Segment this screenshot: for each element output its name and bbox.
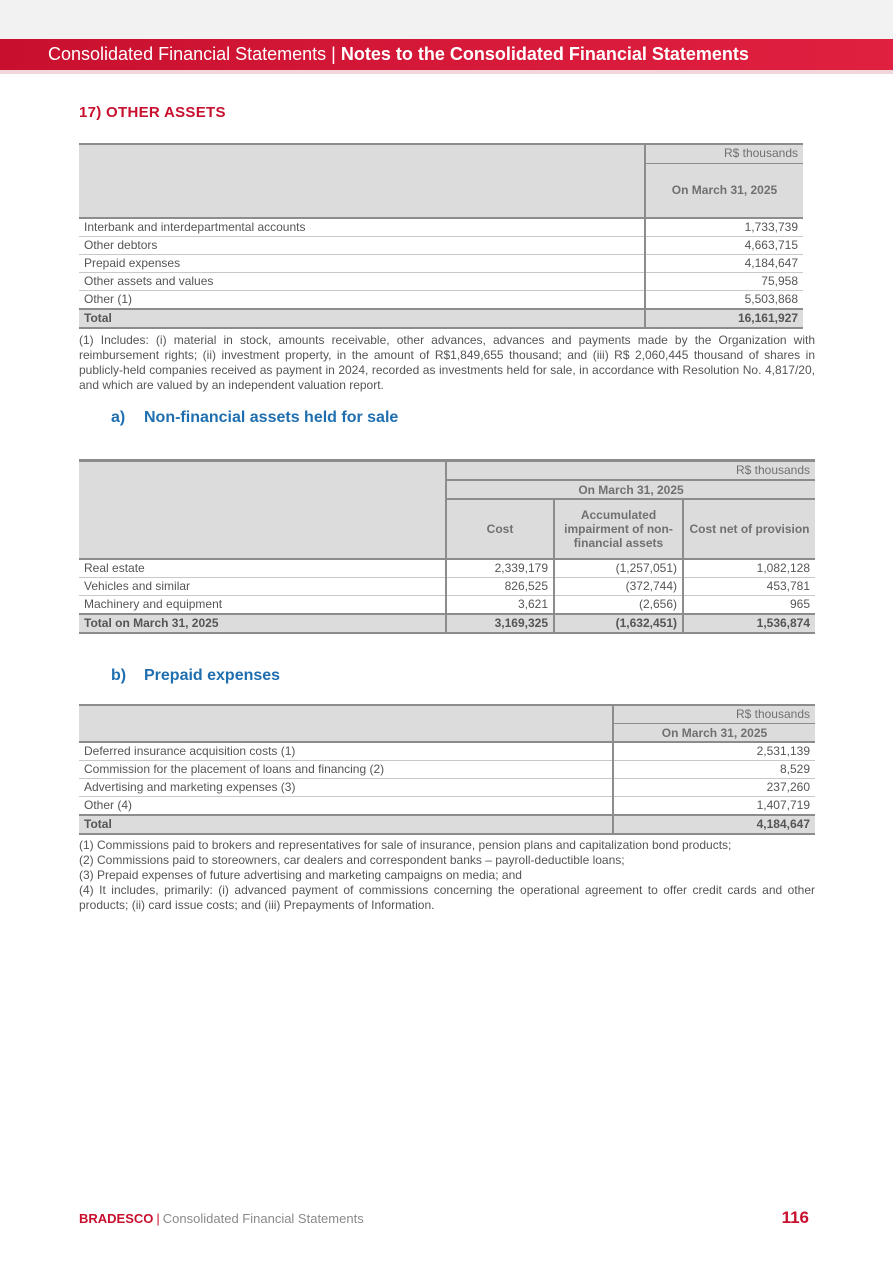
table-row: [79, 273, 803, 291]
subsection-title-text: Non-financial assets held for sale: [144, 409, 399, 426]
footnote-text: (2) Commissions paid to storeowners, car dealers and correspondent banks – payroll-deductible loans;: [79, 853, 625, 867]
row-label: Interbank and interdepartmental accounts: [79, 218, 645, 237]
page-number: 116: [781, 1208, 809, 1227]
row-label: Commission for the placement of loans and financing (2): [79, 761, 613, 779]
total-impairment: (1,632,451): [554, 614, 683, 633]
row-value: 75,958: [645, 273, 803, 291]
units-label: R$ thousands: [645, 144, 803, 163]
footnote-text: (1) Includes: (i) material in stock, amounts receivable, other advances, advances and payments made by the Organization with reimbursement rights; (ii) investment property, in the amount of R$1,849,655 thousand; and (iii) R$ 2,060,445 thousand of shares in publicly-held companies received as payment in 2024, recorded as investments held for sale, in accordance with Resolution No. 4,817/20, and which are valued by an independent valuation report.: [79, 333, 815, 392]
row-value: 237,260: [613, 779, 815, 797]
table-row: [79, 291, 803, 310]
row-value: 8,529: [613, 761, 815, 779]
column-header-cost: Cost: [446, 499, 554, 559]
row-label: Vehicles and similar: [79, 578, 446, 596]
total-net: 1,536,874: [683, 614, 815, 633]
column-header-period: On March 31, 2025: [613, 724, 815, 743]
subsection-title-assets-held-for-sale: [111, 409, 398, 427]
footnote-text: (1) Commissions paid to brokers and representatives for sale of insurance, pension plans and capitalization bond products;: [79, 838, 732, 852]
row-impairment: (1,257,051): [554, 559, 683, 578]
row-value: 5,503,868: [645, 291, 803, 310]
table-total-row: [79, 815, 815, 834]
total-label: Total: [79, 815, 613, 834]
total-label: Total: [79, 309, 645, 328]
row-value: 2,531,139: [613, 742, 815, 761]
subsection-letter: b): [111, 667, 127, 684]
total-value: 16,161,927: [645, 309, 803, 328]
row-value: 4,184,647: [645, 255, 803, 273]
row-cost: 826,525: [446, 578, 554, 596]
subsection-letter: a): [111, 409, 126, 426]
units-label: R$ thousands: [446, 461, 815, 481]
row-label: Prepaid expenses: [79, 255, 645, 273]
table-total-row: [79, 309, 803, 328]
other-assets-table: [79, 143, 803, 329]
row-label: Advertising and marketing expenses (3): [79, 779, 613, 797]
row-impairment: (372,744): [554, 578, 683, 596]
row-value: 1,407,719: [613, 797, 815, 816]
page-footer: [79, 1211, 364, 1226]
subsection-title-text: Prepaid expenses: [144, 667, 281, 684]
total-cost: 3,169,325: [446, 614, 554, 633]
row-value: 4,663,715: [645, 237, 803, 255]
section-title-other-assets: 17) OTHER ASSETS: [79, 104, 226, 121]
row-label: Deferred insurance acquisition costs (1): [79, 742, 613, 761]
row-label: Other assets and values: [79, 273, 645, 291]
other-assets-footnote: [79, 333, 815, 393]
banner-shadow: [0, 70, 893, 74]
table-row: [79, 237, 803, 255]
table-header-blank: [79, 144, 645, 218]
assets-held-for-sale-table: [79, 459, 815, 634]
row-cost: 3,621: [446, 596, 554, 615]
table-row: [79, 578, 815, 596]
table-header-blank: [79, 705, 613, 742]
column-header-impairment: Accumulated impairment of non-financial assets: [554, 499, 683, 559]
prepaid-expenses-table: [79, 704, 815, 835]
table-row: [79, 779, 815, 797]
footer-brand: BRADESCO: [79, 1211, 154, 1226]
row-value: 1,733,739: [645, 218, 803, 237]
header-separator: |: [331, 44, 336, 64]
table-row: [79, 218, 803, 237]
subsection-title-prepaid-expenses: [111, 667, 280, 685]
page-header-banner: [0, 39, 893, 70]
table-row: [79, 797, 815, 816]
table-row: [79, 596, 815, 615]
table-row: [79, 255, 803, 273]
column-header-period: On March 31, 2025: [645, 163, 803, 218]
total-value: 4,184,647: [613, 815, 815, 834]
row-net: 1,082,128: [683, 559, 815, 578]
row-impairment: (2,656): [554, 596, 683, 615]
row-label: Machinery and equipment: [79, 596, 446, 615]
footnote-text: (3) Prepaid expenses of future advertising and marketing campaigns on media; and: [79, 868, 522, 882]
row-net: 965: [683, 596, 815, 615]
row-label: Other debtors: [79, 237, 645, 255]
total-label: Total on March 31, 2025: [79, 614, 446, 633]
column-header-period: On March 31, 2025: [446, 480, 815, 499]
table-header-blank: [79, 461, 446, 560]
units-label: R$ thousands: [613, 705, 815, 724]
row-label: Other (1): [79, 291, 645, 310]
table-row: [79, 559, 815, 578]
column-header-net: Cost net of provision: [683, 499, 815, 559]
footnote-text: (4) It includes, primarily: (i) advanced payment of commissions concerning the operational agreement to offer credit cards and other products; (ii) card issue costs; and (iii) Prepayments of Information.: [79, 883, 815, 912]
header-title: Notes to the Consolidated Financial Statements: [340, 44, 749, 64]
row-cost: 2,339,179: [446, 559, 554, 578]
top-strip: [0, 0, 893, 39]
row-net: 453,781: [683, 578, 815, 596]
row-label: Real estate: [79, 559, 446, 578]
footer-document: Consolidated Financial Statements: [162, 1211, 364, 1226]
prepaid-expenses-footnotes: [79, 838, 815, 913]
row-label: Other (4): [79, 797, 613, 816]
table-row: [79, 761, 815, 779]
table-row: [79, 742, 815, 761]
footer-separator: |: [156, 1211, 160, 1226]
header-section: Consolidated Financial Statements: [48, 44, 327, 64]
table-total-row: [79, 614, 815, 633]
